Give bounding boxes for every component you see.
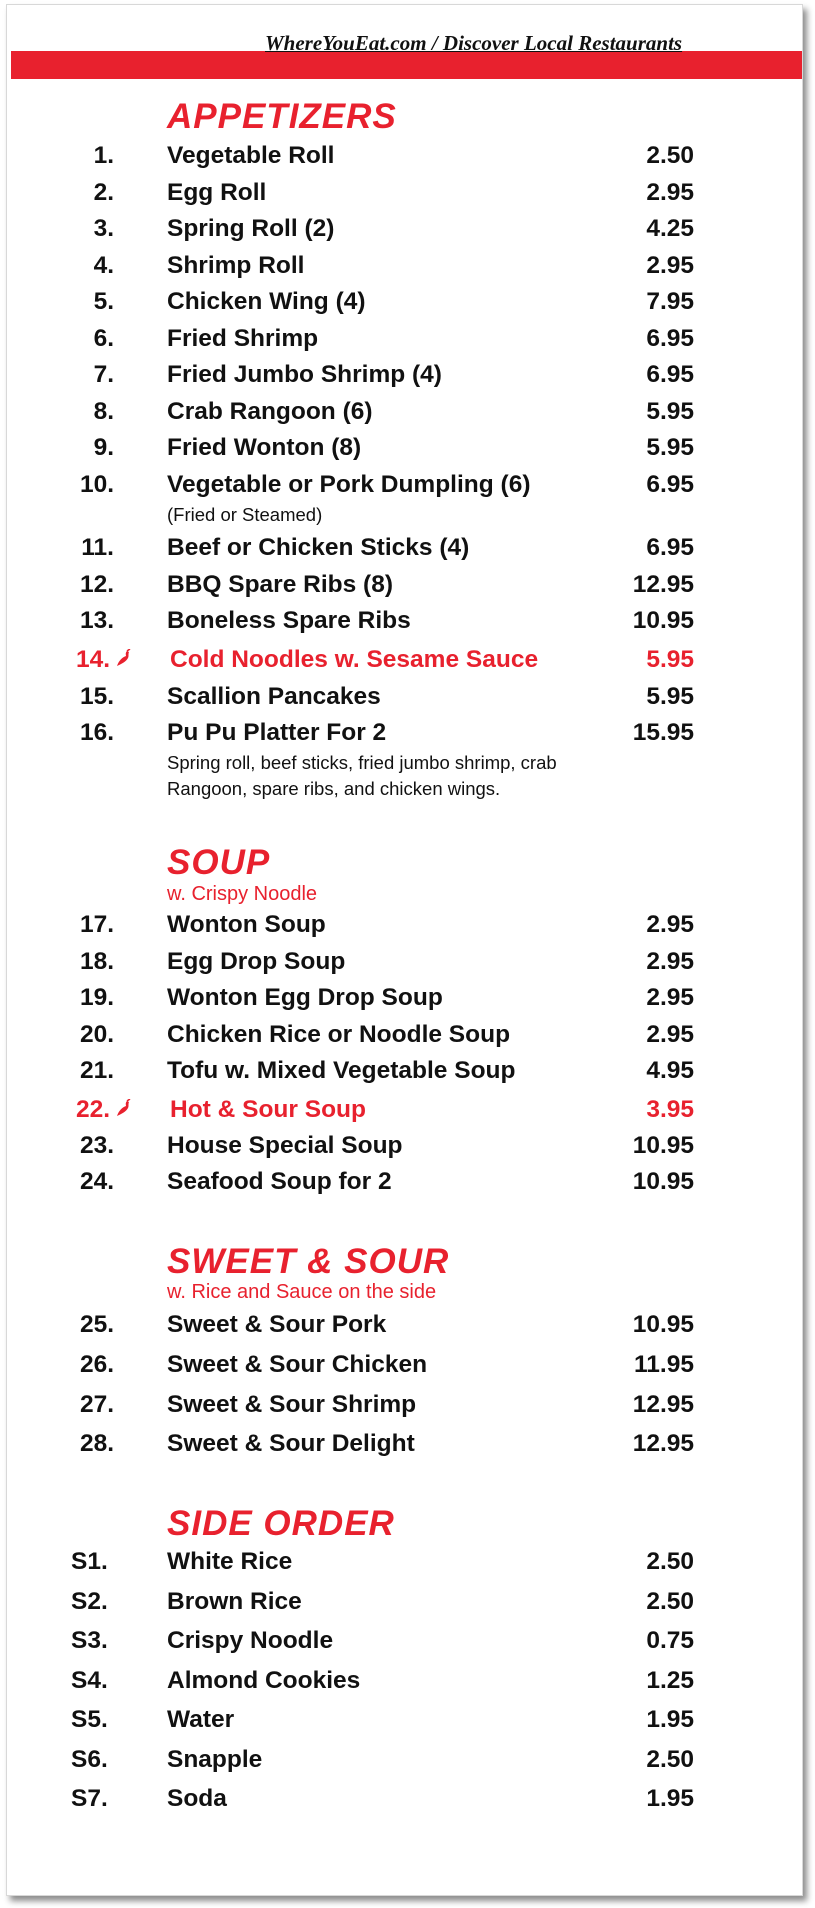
item-name: Vegetable Roll — [167, 142, 335, 169]
item-number — [71, 1548, 108, 1576]
item-name: Wonton Soup — [167, 911, 326, 938]
menu-item — [7, 1588, 803, 1624]
section-subtitle: w. Crispy Noodle — [167, 883, 318, 905]
item-name: Sweet & Sour Shrimp — [167, 1390, 417, 1418]
item-name: BBQ Spare Ribs (8) — [167, 570, 393, 598]
menu-item — [7, 325, 803, 361]
item-number — [80, 1168, 114, 1196]
item-price: 12.95 — [632, 1390, 694, 1418]
hot-pepper-icon — [110, 1096, 132, 1123]
item-number — [76, 1096, 132, 1124]
item-number-text: 19. — [79, 984, 114, 1011]
menu-item — [7, 683, 803, 719]
item-number — [80, 683, 114, 711]
menu-item — [7, 434, 803, 470]
item-number-text: 28. — [79, 1430, 114, 1457]
section-title: SOUP — [167, 843, 271, 882]
item-name: Beef or Chicken Sticks (4) — [167, 533, 470, 561]
item-number-text: 24. — [79, 1168, 114, 1195]
item-name: Snapple — [167, 1745, 263, 1773]
item-name: Sweet & Sour Delight — [167, 1430, 415, 1457]
menu-item — [7, 215, 803, 251]
item-price: 2.50 — [646, 1587, 694, 1615]
item-price: 5.95 — [646, 434, 694, 461]
item-number — [71, 1746, 108, 1774]
item-note — [167, 502, 322, 528]
item-number — [94, 179, 114, 207]
item-name: Fried Wonton (8) — [167, 434, 362, 461]
item-name: Pu Pu Platter For 2 — [167, 719, 387, 746]
menu-item — [7, 571, 803, 607]
menu-item — [7, 1430, 803, 1466]
item-price: 1.25 — [646, 1666, 694, 1694]
item-name: Seafood Soup for 2 — [167, 1168, 392, 1195]
item-name: Chicken Rice or Noodle Soup — [167, 1020, 511, 1048]
item-number-text: S6. — [71, 1745, 108, 1773]
item-number-text: 18. — [79, 947, 114, 975]
item-price: 7.95 — [646, 288, 694, 315]
item-number — [80, 948, 114, 976]
item-name: Hot & Sour Soup — [170, 1096, 366, 1123]
item-price: 11.95 — [634, 1351, 694, 1378]
item-number-text: 1. — [93, 142, 114, 169]
item-name: Crab Rangoon (6) — [167, 397, 373, 425]
item-number-text: 11. — [81, 533, 114, 561]
menu-item — [7, 1021, 803, 1057]
item-number — [94, 215, 114, 243]
item-number — [80, 1391, 114, 1419]
item-number-text: S4. — [71, 1666, 108, 1694]
item-number-text: 3. — [93, 215, 114, 242]
menu-item — [7, 911, 803, 947]
item-name: Boneless Spare Ribs — [167, 606, 411, 634]
item-number-text: S2. — [71, 1587, 108, 1615]
item-number — [76, 646, 132, 674]
item-price: 4.95 — [646, 1057, 694, 1084]
item-price: 6.95 — [646, 470, 694, 498]
menu-item — [7, 1548, 803, 1584]
item-number — [94, 361, 114, 389]
item-name: Water — [167, 1706, 235, 1733]
item-name: Egg Roll — [167, 178, 267, 206]
item-number — [94, 434, 114, 462]
menu-item — [7, 646, 803, 682]
menu-item — [7, 1667, 803, 1703]
item-name: Soda — [167, 1785, 227, 1812]
item-name: Egg Drop Soup — [167, 947, 346, 975]
item-number-text: 25. — [79, 1311, 114, 1338]
item-price: 2.95 — [646, 178, 694, 206]
item-price: 10.95 — [632, 1131, 694, 1159]
item-price: 5.95 — [646, 397, 694, 425]
item-number-text: 10. — [79, 470, 114, 498]
item-price: 4.25 — [646, 215, 694, 242]
item-name: Tofu w. Mixed Vegetable Soup — [167, 1057, 516, 1084]
item-number — [80, 984, 114, 1012]
menu-item — [7, 1746, 803, 1782]
item-name: Almond Cookies — [167, 1666, 361, 1694]
item-number — [71, 1627, 108, 1655]
menu-item — [7, 1391, 803, 1427]
item-number — [80, 1132, 114, 1160]
menu-item — [7, 1627, 803, 1663]
item-number-text: 12. — [79, 570, 114, 598]
item-number-text: 17. — [79, 911, 114, 938]
item-number — [94, 252, 114, 280]
item-name: Sweet & Sour Pork — [167, 1311, 387, 1338]
item-price: 12.95 — [632, 1430, 694, 1457]
item-name: Shrimp Roll — [167, 251, 305, 279]
item-price: 6.95 — [646, 324, 694, 352]
item-number — [81, 534, 114, 562]
menu-item — [7, 984, 803, 1020]
menu-item — [7, 1168, 803, 1204]
item-number-text: 27. — [79, 1390, 114, 1418]
item-number-text: 21. — [79, 1057, 114, 1084]
item-number-text: 26. — [79, 1351, 114, 1378]
item-price: 12.95 — [632, 570, 694, 598]
item-number-text: 13. — [79, 606, 114, 634]
section-title: SIDE ORDER — [167, 1504, 395, 1543]
item-price: 0.75 — [646, 1627, 694, 1654]
item-name: Sweet & Sour Chicken — [167, 1351, 428, 1378]
item-number — [80, 911, 114, 939]
item-note-line: (Fried or Steamed) — [167, 503, 323, 525]
item-number — [80, 1351, 114, 1379]
item-name: Spring Roll (2) — [167, 215, 335, 242]
menu-item — [7, 607, 803, 643]
item-name: Crispy Noodle — [167, 1627, 334, 1654]
item-number — [71, 1667, 108, 1695]
item-price: 6.95 — [646, 533, 694, 561]
menu-item — [7, 1132, 803, 1168]
item-price: 2.95 — [646, 251, 694, 279]
item-price: 1.95 — [646, 1785, 694, 1812]
item-number — [80, 719, 114, 747]
menu-item — [7, 398, 803, 434]
item-number-text: S7. — [71, 1785, 108, 1812]
item-name: Scallion Pancakes — [167, 682, 381, 710]
item-number-text: 22. — [75, 1096, 110, 1123]
menu-item — [7, 534, 803, 570]
item-name: White Rice — [167, 1548, 293, 1575]
item-number-text: 6. — [93, 324, 114, 352]
item-name: House Special Soup — [167, 1131, 403, 1159]
item-price: 2.50 — [646, 142, 694, 169]
item-price: 3.95 — [646, 1096, 694, 1123]
item-name: Brown Rice — [167, 1587, 302, 1615]
item-number-text: S1. — [71, 1548, 108, 1575]
item-note-line: Rangoon, spare ribs, and chicken wings. — [167, 778, 501, 799]
menu-item — [7, 288, 803, 324]
item-price: 1.95 — [646, 1706, 694, 1733]
item-price: 2.95 — [646, 984, 694, 1011]
hot-pepper-icon — [110, 646, 132, 673]
item-number — [80, 1430, 114, 1458]
item-number-text: 2. — [93, 178, 114, 206]
item-number-text: 15. — [79, 682, 114, 710]
menu-item — [7, 142, 803, 178]
item-price: 6.95 — [646, 361, 694, 388]
item-price: 2.95 — [646, 911, 694, 938]
menu-item — [7, 1311, 803, 1347]
item-price: 10.95 — [632, 1168, 694, 1195]
item-number-text: 7. — [93, 361, 114, 388]
item-price: 2.50 — [646, 1745, 694, 1773]
menu-item — [7, 1785, 803, 1821]
item-name: Wonton Egg Drop Soup — [167, 984, 443, 1011]
menu-item — [7, 1706, 803, 1742]
menu-page — [6, 4, 803, 1896]
item-number — [80, 471, 114, 499]
menu-item — [7, 361, 803, 397]
item-number-text: 9. — [93, 434, 114, 461]
item-number-text: 23. — [79, 1131, 114, 1159]
menu-item — [7, 1057, 803, 1093]
item-number — [94, 288, 114, 316]
section-title: SWEET & SOUR — [167, 1242, 450, 1281]
item-price: 5.95 — [646, 645, 694, 673]
section-subtitle: w. Rice and Sauce on the side — [167, 1281, 437, 1303]
item-price: 10.95 — [632, 1311, 694, 1338]
item-number-text: 14. — [75, 645, 110, 673]
item-number — [94, 325, 114, 353]
item-number — [71, 1706, 108, 1734]
item-price: 10.95 — [632, 606, 694, 634]
item-number-text: S3. — [71, 1627, 108, 1654]
item-number-text: 16. — [79, 719, 114, 746]
item-note — [167, 750, 557, 802]
item-name: Chicken Wing (4) — [167, 288, 366, 315]
section-title: APPETIZERS — [167, 97, 397, 136]
menu-item — [7, 948, 803, 984]
item-number — [80, 1057, 114, 1085]
item-price: 5.95 — [646, 682, 694, 710]
item-name: Cold Noodles w. Sesame Sauce — [170, 645, 539, 673]
menu-item — [7, 1351, 803, 1387]
item-number-text: S5. — [71, 1706, 108, 1733]
item-name: Fried Jumbo Shrimp (4) — [167, 361, 442, 388]
item-note-line: Spring roll, beef sticks, fried jumbo shrimp, crab — [167, 752, 557, 773]
item-price: 15.95 — [632, 719, 694, 746]
item-number-text: 8. — [93, 397, 114, 425]
menu-item — [7, 179, 803, 215]
item-number — [80, 1311, 114, 1339]
menu-item — [7, 252, 803, 288]
item-number — [80, 607, 114, 635]
item-number — [71, 1785, 108, 1813]
menu-item — [7, 470, 803, 525]
item-price: 2.95 — [646, 947, 694, 975]
item-number-text: 5. — [93, 288, 114, 315]
item-number — [94, 398, 114, 426]
menu-item — [7, 1096, 803, 1132]
item-number — [94, 142, 114, 170]
item-number — [71, 1588, 108, 1616]
item-name: Fried Shrimp — [167, 324, 319, 352]
item-number-text: 4. — [93, 251, 114, 279]
site-caption: WhereYouEat.com / Discover Local Restaurants — [265, 31, 683, 55]
item-price: 2.50 — [646, 1548, 694, 1575]
menu-item — [7, 719, 803, 799]
item-number — [80, 571, 114, 599]
item-price: 2.95 — [646, 1020, 694, 1048]
item-number — [80, 1021, 114, 1049]
item-number-text: 20. — [79, 1020, 114, 1048]
item-name: Vegetable or Pork Dumpling (6) — [167, 470, 531, 498]
